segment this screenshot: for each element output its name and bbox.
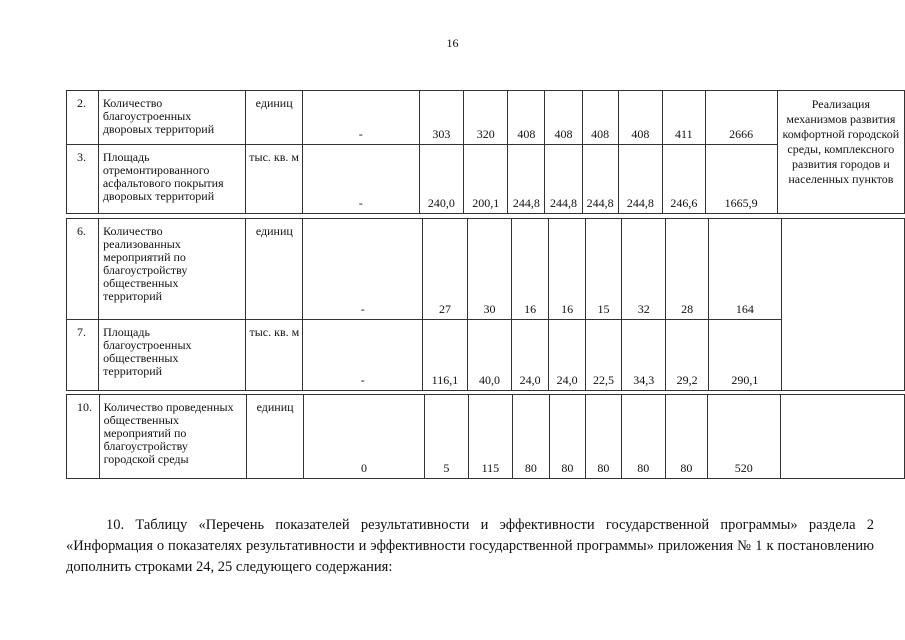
value-cell: 200,1: [464, 145, 508, 214]
indicators-table-3: [66, 394, 905, 479]
value-cell: 34,3: [622, 320, 666, 391]
value-cell: 520: [707, 395, 780, 479]
value-cell: 5: [425, 395, 469, 479]
value-cell: 116,1: [423, 320, 468, 391]
table-row: [67, 91, 905, 145]
value-cell: 244,8: [508, 145, 545, 214]
value-cell: -: [303, 320, 423, 391]
row-number: 2.: [67, 91, 99, 145]
value-cell: 0: [304, 395, 425, 479]
value-cell: 244,8: [582, 145, 618, 214]
value-cell: -: [303, 219, 423, 320]
value-cell: 80: [513, 395, 550, 479]
table-row: [67, 219, 905, 320]
value-cell: 27: [423, 219, 468, 320]
value-cell: 28: [666, 219, 709, 320]
value-cell: 16: [512, 219, 549, 320]
value-cell: 80: [665, 395, 707, 479]
value-cell: 303: [419, 91, 463, 145]
unit-cell: тыс. кв. м: [246, 145, 303, 214]
unit-cell: единиц: [246, 91, 303, 145]
unit-cell: единиц: [246, 219, 303, 320]
value-cell: 16: [549, 219, 586, 320]
indicators-table-1: [66, 90, 905, 214]
value-cell: 240,0: [419, 145, 463, 214]
page-number: 16: [446, 36, 459, 50]
indicator-name: Количество проведенных общественных мероприятий по благоустройству городской среды: [99, 395, 246, 479]
row-number: 7.: [67, 320, 99, 391]
body-paragraph: 10. Таблицу «Перечень показателей результативности и эффективности государственной программы» раздела 2 «Информация о показателях результативности и эффективности государственной программы» приложения № 1 к постановлению дополнить строками 24, 25 следующего содержания:: [66, 516, 874, 575]
indicator-name: Количество благоустроенных дворовых территорий: [98, 91, 246, 145]
value-cell: 408: [582, 91, 618, 145]
value-cell: 24,0: [512, 320, 549, 391]
value-cell: 30: [467, 219, 511, 320]
value-cell: 2666: [705, 91, 777, 145]
value-cell: 290,1: [708, 320, 781, 391]
value-cell: 80: [549, 395, 586, 479]
value-cell: 115: [468, 395, 512, 479]
value-cell: -: [302, 91, 419, 145]
value-cell: 408: [545, 91, 582, 145]
empty-note-cell: [780, 395, 904, 479]
value-cell: 15: [586, 219, 622, 320]
value-cell: 32: [622, 219, 666, 320]
value-cell: 164: [708, 219, 781, 320]
value-cell: 40,0: [467, 320, 511, 391]
value-cell: 24,0: [549, 320, 586, 391]
value-cell: 244,8: [545, 145, 582, 214]
indicators-table-2: [66, 218, 905, 391]
indicator-name: Площадь благоустроенных общественных территорий: [99, 320, 246, 391]
value-cell: 411: [663, 91, 706, 145]
value-cell: 408: [508, 91, 545, 145]
empty-note-cell: [781, 219, 904, 391]
value-cell: 22,5: [586, 320, 622, 391]
program-note: Реализация механизмов развития комфортной городской среды, комплексного развития городов и населенных пунктов: [777, 91, 904, 214]
unit-cell: единиц: [247, 395, 304, 479]
indicator-name: Площадь отремонтированного асфальтового покрытия дворовых территорий: [98, 145, 246, 214]
value-cell: 1665,9: [705, 145, 777, 214]
value-cell: 320: [464, 91, 508, 145]
value-cell: 408: [618, 91, 662, 145]
value-cell: -: [302, 145, 419, 214]
unit-cell: тыс. кв. м: [246, 320, 303, 391]
value-cell: 246,6: [663, 145, 706, 214]
row-number: 6.: [67, 219, 99, 320]
table-row: [67, 320, 905, 391]
value-cell: 80: [621, 395, 665, 479]
value-cell: 244,8: [618, 145, 662, 214]
table-row: [67, 395, 905, 479]
value-cell: 29,2: [666, 320, 709, 391]
value-cell: 80: [586, 395, 622, 479]
row-number: 10.: [67, 395, 100, 479]
row-number: 3.: [67, 145, 99, 214]
indicator-name: Количество реализованных мероприятий по благоустройству общественных территорий: [99, 219, 246, 320]
